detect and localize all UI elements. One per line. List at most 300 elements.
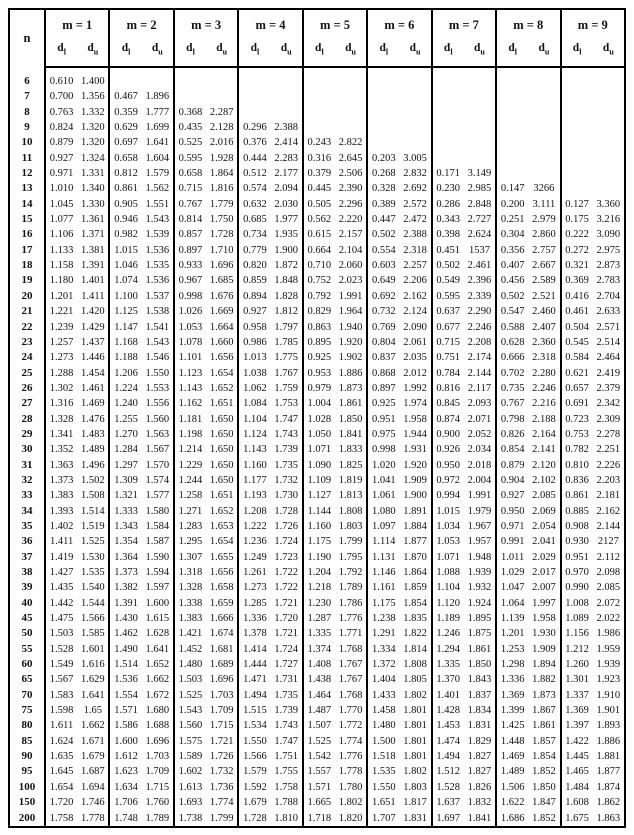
dl-value: 1.260 bbox=[561, 657, 593, 672]
dl-value: 1.613 bbox=[174, 780, 206, 795]
table-row bbox=[9, 580, 625, 595]
du-value: 1.789 bbox=[145, 812, 170, 824]
du-value: 1.483 bbox=[81, 428, 105, 440]
dl-value: 1.679 bbox=[238, 795, 270, 810]
du-value: 2.506 bbox=[338, 168, 363, 180]
du-value: 1.820 bbox=[338, 812, 363, 824]
du-value: 1.585 bbox=[81, 628, 105, 640]
dl-value bbox=[432, 89, 464, 104]
dl-header: $d_l$ bbox=[496, 41, 528, 67]
du-value: 1.411 bbox=[81, 290, 105, 302]
dl-value: 1.273 bbox=[238, 580, 270, 595]
du-value: 1.660 bbox=[209, 336, 234, 348]
dl-value: 0.658 bbox=[174, 166, 206, 181]
dl-value bbox=[109, 67, 141, 89]
dl-value: 0.321 bbox=[561, 258, 593, 273]
du-value: 3.216 bbox=[596, 214, 621, 226]
du-value bbox=[206, 89, 238, 104]
dl-value bbox=[561, 181, 593, 196]
du-value: 2.280 bbox=[532, 367, 556, 379]
dl-value: 1.383 bbox=[174, 611, 206, 626]
row-n-value: 200 bbox=[18, 811, 36, 824]
du-value: 1.861 bbox=[532, 720, 556, 732]
dl-value: 1.029 bbox=[496, 565, 528, 580]
dl-value: 1.297 bbox=[109, 458, 141, 473]
du-value: 1.850 bbox=[467, 659, 492, 671]
du-value bbox=[528, 67, 560, 89]
dl-value: 0.584 bbox=[561, 350, 593, 365]
du-value: 1.726 bbox=[209, 751, 234, 763]
du-value: 1.758 bbox=[274, 781, 298, 793]
du-value: 1.810 bbox=[274, 812, 298, 824]
du-value: 2.069 bbox=[532, 505, 556, 517]
du-value: 1.847 bbox=[532, 797, 556, 809]
du-value: 2.016 bbox=[209, 137, 234, 149]
row-n-value: 21 bbox=[21, 305, 33, 318]
dl-value: 0.435 bbox=[174, 120, 206, 135]
dl-value: 1.433 bbox=[367, 688, 399, 703]
du-value: 2.022 bbox=[596, 613, 621, 625]
du-value: 1.584 bbox=[145, 520, 170, 532]
dl-value: 1.378 bbox=[238, 626, 270, 641]
row-n-value: 55 bbox=[21, 642, 33, 655]
dl-value: 0.461 bbox=[561, 304, 593, 319]
du-value: 1.854 bbox=[403, 597, 427, 609]
du-value: 1.939 bbox=[467, 567, 492, 578]
row-n-value: 17 bbox=[21, 243, 33, 256]
dl-value: 0.927 bbox=[45, 151, 77, 166]
du-value: 1.801 bbox=[403, 720, 427, 732]
du-value: 2.460 bbox=[532, 306, 556, 318]
du-value: 2.318 bbox=[403, 244, 427, 256]
dl-value: 1.543 bbox=[174, 703, 206, 718]
dl-value: 0.863 bbox=[303, 320, 335, 335]
dl-value: 0.971 bbox=[496, 519, 528, 534]
du-value: 1.867 bbox=[532, 705, 556, 717]
dl-value: 0.950 bbox=[496, 504, 528, 519]
dl-value: 1.549 bbox=[45, 657, 77, 672]
table-row bbox=[9, 473, 625, 488]
du-value: 1.863 bbox=[596, 812, 621, 824]
dl-value: 1.373 bbox=[45, 473, 77, 488]
dl-value: 1.435 bbox=[45, 580, 77, 595]
dl-value: 0.637 bbox=[432, 304, 464, 319]
du-value: 1.535 bbox=[81, 567, 105, 578]
du-value: 1.659 bbox=[209, 597, 234, 609]
dl-value: 1.034 bbox=[432, 519, 464, 534]
du-value: 1.650 bbox=[209, 413, 234, 425]
du-value: 1.886 bbox=[596, 735, 621, 747]
du-value bbox=[593, 67, 625, 89]
du-value: 2.093 bbox=[467, 398, 492, 410]
dl-value: 1.428 bbox=[432, 703, 464, 718]
du-value bbox=[399, 120, 431, 135]
du-value: 1.656 bbox=[209, 352, 234, 364]
dl-value: 1.246 bbox=[432, 626, 464, 641]
dl-value: 1.249 bbox=[238, 550, 270, 565]
dl-value: 0.767 bbox=[174, 197, 206, 212]
du-value: 2.342 bbox=[596, 398, 621, 410]
du-value: 1.854 bbox=[532, 751, 556, 763]
du-value: 2.979 bbox=[532, 214, 556, 226]
dl-value: 0.933 bbox=[174, 258, 206, 273]
dl-value: 1.120 bbox=[432, 596, 464, 611]
dl-value: 1.253 bbox=[496, 642, 528, 657]
du-value: 1.556 bbox=[145, 398, 170, 410]
du-value bbox=[593, 135, 625, 150]
dl-value: 1.422 bbox=[561, 734, 593, 749]
du-value: 1.446 bbox=[81, 352, 105, 364]
row-n-value: 12 bbox=[21, 167, 33, 180]
dl-value: 1.583 bbox=[45, 688, 77, 703]
dl-value: 1.343 bbox=[109, 519, 141, 534]
dl-value: 1.109 bbox=[303, 473, 335, 488]
du-value: 1.920 bbox=[403, 459, 427, 471]
du-value bbox=[464, 89, 496, 104]
dl-value: 0.897 bbox=[174, 243, 206, 258]
dl-header: $d_l$ bbox=[109, 41, 141, 67]
dl-value: 1.097 bbox=[367, 519, 399, 534]
du-value: 2.094 bbox=[274, 183, 298, 195]
table-row bbox=[9, 412, 625, 427]
du-value: 2.060 bbox=[338, 260, 363, 272]
dl-value: 0.588 bbox=[496, 320, 528, 335]
table-row bbox=[9, 458, 625, 473]
dl-value: 1.425 bbox=[496, 718, 528, 733]
dl-value: 1.236 bbox=[238, 534, 270, 549]
du-value bbox=[528, 166, 560, 181]
dl-value: 1.382 bbox=[109, 580, 141, 595]
du-value: 2.162 bbox=[403, 290, 427, 302]
row-n-value: 150 bbox=[18, 796, 36, 809]
dl-value: 0.767 bbox=[496, 396, 528, 411]
du-value: 1.958 bbox=[403, 413, 427, 425]
dl-value: 1.341 bbox=[45, 427, 77, 442]
du-value: 2.181 bbox=[596, 490, 621, 502]
dl-value bbox=[432, 120, 464, 135]
table-row bbox=[9, 197, 625, 212]
dl-value: 0.243 bbox=[303, 135, 335, 150]
dl-value: 0.824 bbox=[45, 120, 77, 135]
dl-value: 1.514 bbox=[109, 657, 141, 672]
du-value: 1.680 bbox=[145, 705, 170, 717]
dl-value: 0.296 bbox=[238, 120, 270, 135]
du-value: 2.071 bbox=[467, 413, 492, 425]
du-value: 1.461 bbox=[81, 382, 105, 394]
du-value: 1.537 bbox=[145, 290, 170, 302]
dl-value: 1.487 bbox=[303, 703, 335, 718]
dl-value bbox=[561, 151, 593, 166]
du-value: 2.128 bbox=[209, 122, 234, 134]
row-n-value: 25 bbox=[21, 366, 33, 379]
du-value: 1.802 bbox=[403, 766, 427, 778]
dl-value: 0.444 bbox=[238, 151, 270, 166]
du-value: 1.958 bbox=[532, 613, 556, 625]
table-row bbox=[9, 258, 625, 273]
du-value: 1.651 bbox=[209, 398, 234, 410]
dl-value: 1.080 bbox=[367, 504, 399, 519]
dl-value: 1.273 bbox=[45, 350, 77, 365]
du-value: 1.541 bbox=[145, 321, 170, 333]
du-value: 1.777 bbox=[145, 106, 170, 118]
du-header: $d_u$ bbox=[593, 41, 625, 67]
dl-value: 0.610 bbox=[45, 67, 77, 89]
du-value: 1.775 bbox=[274, 352, 298, 364]
dl-value: 1.180 bbox=[45, 273, 77, 288]
du-value: 1.688 bbox=[145, 720, 170, 732]
du-value: 1.567 bbox=[145, 444, 170, 456]
table-row bbox=[9, 427, 625, 442]
table-row bbox=[9, 350, 625, 365]
du-value: 1.974 bbox=[403, 398, 427, 410]
table-row bbox=[9, 335, 625, 350]
du-value: 1.739 bbox=[274, 444, 298, 456]
du-value: 1.551 bbox=[145, 198, 170, 210]
dl-value: 0.975 bbox=[367, 427, 399, 442]
dl-value bbox=[303, 67, 335, 89]
du-value: 1.812 bbox=[274, 306, 298, 318]
du-value: 1.562 bbox=[145, 183, 170, 195]
du-value: 1.861 bbox=[338, 398, 363, 410]
row-n-value: 45 bbox=[21, 612, 33, 625]
du-value: 1.940 bbox=[338, 321, 363, 333]
dl-value bbox=[432, 105, 464, 120]
dl-value: 0.971 bbox=[45, 166, 77, 181]
dl-value: 1.015 bbox=[432, 504, 464, 519]
dl-value: 1.430 bbox=[109, 611, 141, 626]
row-n-value: 39 bbox=[21, 581, 33, 594]
dl-value: 1.255 bbox=[109, 412, 141, 427]
du-value: 1.825 bbox=[338, 459, 363, 471]
du-value bbox=[593, 166, 625, 181]
du-value: 1.920 bbox=[338, 336, 363, 348]
dl-value: 0.804 bbox=[367, 335, 399, 350]
du-value: 1.886 bbox=[338, 367, 363, 379]
du-value: 1.861 bbox=[467, 643, 492, 655]
dl-value: 1.206 bbox=[109, 366, 141, 381]
dl-value: 0.200 bbox=[496, 197, 528, 212]
table-row bbox=[9, 135, 625, 150]
du-value: 1.816 bbox=[209, 183, 234, 195]
du-value: 1.841 bbox=[467, 812, 492, 824]
du-value: 2.589 bbox=[532, 275, 556, 287]
table-row bbox=[9, 273, 625, 288]
dl-value: 1.453 bbox=[432, 718, 464, 733]
dl-value: 0.763 bbox=[45, 105, 77, 120]
dl-value: 1.598 bbox=[45, 703, 77, 718]
du-value bbox=[593, 151, 625, 166]
du-value: 2.472 bbox=[403, 214, 427, 226]
dl-value: 1.124 bbox=[238, 427, 270, 442]
du-value: 2.085 bbox=[596, 582, 621, 594]
dl-value: 0.447 bbox=[367, 212, 399, 227]
du-value: 1.536 bbox=[145, 244, 170, 256]
du-value: 1.544 bbox=[81, 597, 105, 609]
durbin-watson-critical-values-table bbox=[8, 8, 626, 828]
dl-value: 0.769 bbox=[367, 320, 399, 335]
du-value: 2.226 bbox=[596, 459, 621, 471]
dl-value: 1.160 bbox=[303, 519, 335, 534]
du-value: 2.571 bbox=[596, 321, 621, 333]
du-value: 1.566 bbox=[81, 613, 105, 625]
table-row bbox=[9, 181, 625, 196]
du-value: 1.391 bbox=[81, 260, 105, 272]
dl-value: 1.480 bbox=[367, 718, 399, 733]
row-n-value: 29 bbox=[21, 427, 33, 440]
table-row bbox=[9, 320, 625, 335]
dl-value: 1.490 bbox=[109, 642, 141, 657]
dl-value: 1.230 bbox=[303, 596, 335, 611]
du-value: 1.340 bbox=[81, 183, 105, 195]
du-value: 1.827 bbox=[467, 751, 492, 763]
dl-value: 1.208 bbox=[238, 504, 270, 519]
dl-value: 0.328 bbox=[367, 181, 399, 196]
row-n-value: 95 bbox=[21, 765, 33, 778]
du-value: 1.730 bbox=[274, 490, 298, 502]
dl-value: 1.484 bbox=[561, 780, 593, 795]
du-value: 2.822 bbox=[338, 137, 363, 149]
du-value: 1.601 bbox=[81, 643, 105, 655]
du-value: 1.881 bbox=[596, 751, 621, 763]
du-value: 1.755 bbox=[274, 766, 298, 778]
dl-value: 1.369 bbox=[496, 688, 528, 703]
du-value: 1.652 bbox=[209, 382, 234, 394]
table-row bbox=[9, 151, 625, 166]
dl-value: 1.078 bbox=[174, 335, 206, 350]
sub-header-row bbox=[9, 41, 625, 67]
du-header: $d_u$ bbox=[335, 41, 367, 67]
du-value bbox=[399, 89, 431, 104]
dl-value: 1.064 bbox=[496, 596, 528, 611]
dl-value: 0.549 bbox=[432, 273, 464, 288]
table-row bbox=[9, 550, 625, 565]
du-value: 1.873 bbox=[532, 689, 556, 701]
dl-value: 1.706 bbox=[109, 795, 141, 810]
dl-value: 1.707 bbox=[367, 811, 399, 827]
du-value: 2.388 bbox=[274, 122, 298, 134]
dl-value: 0.837 bbox=[367, 350, 399, 365]
table-row bbox=[9, 504, 625, 519]
du-value: 2.023 bbox=[338, 275, 363, 287]
dl-value: 0.982 bbox=[109, 227, 141, 242]
table-row bbox=[9, 243, 625, 258]
dl-value: 1.214 bbox=[174, 442, 206, 457]
du-value bbox=[206, 67, 238, 89]
dl-value: 1.204 bbox=[303, 565, 335, 580]
table-row bbox=[9, 780, 625, 795]
du-value: 2.004 bbox=[467, 474, 492, 486]
dl-value: 1.106 bbox=[45, 227, 77, 242]
dl-value: 0.814 bbox=[174, 212, 206, 227]
dl-value: 1.321 bbox=[109, 488, 141, 503]
du-value: 1.574 bbox=[145, 474, 170, 486]
dl-value: 0.628 bbox=[496, 335, 528, 350]
du-value bbox=[399, 67, 431, 89]
du-value: 1.774 bbox=[338, 735, 363, 747]
dl-value: 0.222 bbox=[561, 227, 593, 242]
du-value: 1.560 bbox=[145, 413, 170, 425]
du-value: 1.722 bbox=[274, 567, 298, 578]
du-value: 1.801 bbox=[403, 705, 427, 717]
du-value: 1.778 bbox=[81, 812, 105, 824]
du-value: 3266 bbox=[533, 183, 555, 195]
dl-value: 1.013 bbox=[238, 350, 270, 365]
dl-value bbox=[561, 135, 593, 150]
du-value: 1.650 bbox=[209, 459, 234, 471]
dl-value: 0.998 bbox=[367, 442, 399, 457]
dl-value: 1.147 bbox=[109, 320, 141, 335]
dl-value: 1.624 bbox=[45, 734, 77, 749]
du-value: 1.795 bbox=[338, 551, 363, 563]
du-value: 1.628 bbox=[145, 628, 170, 640]
table-row bbox=[9, 718, 625, 733]
du-value: 1.835 bbox=[403, 613, 427, 625]
dl-value: 1.525 bbox=[174, 688, 206, 703]
du-value: 2.388 bbox=[403, 229, 427, 241]
dl-value: 0.782 bbox=[561, 442, 593, 457]
dl-value: 1.146 bbox=[367, 565, 399, 580]
du-value: 2.203 bbox=[596, 474, 621, 486]
du-value: 2.572 bbox=[403, 198, 427, 210]
dl-value: 1.411 bbox=[45, 534, 77, 549]
du-value: 1.852 bbox=[532, 766, 556, 778]
du-value: 1.550 bbox=[145, 367, 170, 379]
dl-value: 0.925 bbox=[367, 396, 399, 411]
du-value: 3.090 bbox=[596, 229, 621, 241]
dl-value bbox=[432, 135, 464, 150]
dl-value: 1.238 bbox=[367, 611, 399, 626]
du-value: 1.909 bbox=[403, 474, 427, 486]
dl-value: 0.203 bbox=[367, 151, 399, 166]
du-value: 1.827 bbox=[467, 766, 492, 778]
du-value: 2.034 bbox=[467, 444, 492, 456]
du-value: 1.900 bbox=[274, 244, 298, 256]
dl-value: 0.874 bbox=[432, 412, 464, 427]
dl-value: 1.020 bbox=[367, 458, 399, 473]
du-header: $d_u$ bbox=[206, 41, 238, 67]
du-value: 1.641 bbox=[145, 643, 170, 655]
du-value: 1.772 bbox=[338, 720, 363, 732]
dl-value: 1.592 bbox=[238, 780, 270, 795]
du-value: 1.696 bbox=[209, 674, 234, 686]
du-value: 2.873 bbox=[596, 260, 621, 272]
du-value: 1.437 bbox=[81, 336, 105, 348]
dl-value: 1.143 bbox=[238, 442, 270, 457]
du-value: 2.514 bbox=[596, 336, 621, 348]
dl-value: 1.161 bbox=[367, 580, 399, 595]
du-value bbox=[528, 135, 560, 150]
dl-value: 0.868 bbox=[367, 366, 399, 381]
du-value: 2.860 bbox=[532, 229, 556, 241]
dl-value: 1.748 bbox=[109, 811, 141, 827]
table-row bbox=[9, 89, 625, 104]
du-value: 1.767 bbox=[338, 659, 363, 671]
dl-value: 1.494 bbox=[238, 688, 270, 703]
dl-value: 1.364 bbox=[109, 550, 141, 565]
dl-value: 1.693 bbox=[174, 795, 206, 810]
dl-value: 1.162 bbox=[174, 396, 206, 411]
dl-value: 0.127 bbox=[561, 197, 593, 212]
du-value: 1.746 bbox=[81, 797, 105, 809]
dl-value: 0.502 bbox=[496, 289, 528, 304]
dl-value: 0.967 bbox=[174, 273, 206, 288]
dl-value: 1.071 bbox=[303, 442, 335, 457]
dl-value: 1.600 bbox=[109, 734, 141, 749]
dl-value: 0.854 bbox=[496, 442, 528, 457]
dl-value: 1.181 bbox=[174, 412, 206, 427]
du-value: 2.521 bbox=[532, 290, 556, 302]
row-n-value: 16 bbox=[21, 228, 33, 241]
